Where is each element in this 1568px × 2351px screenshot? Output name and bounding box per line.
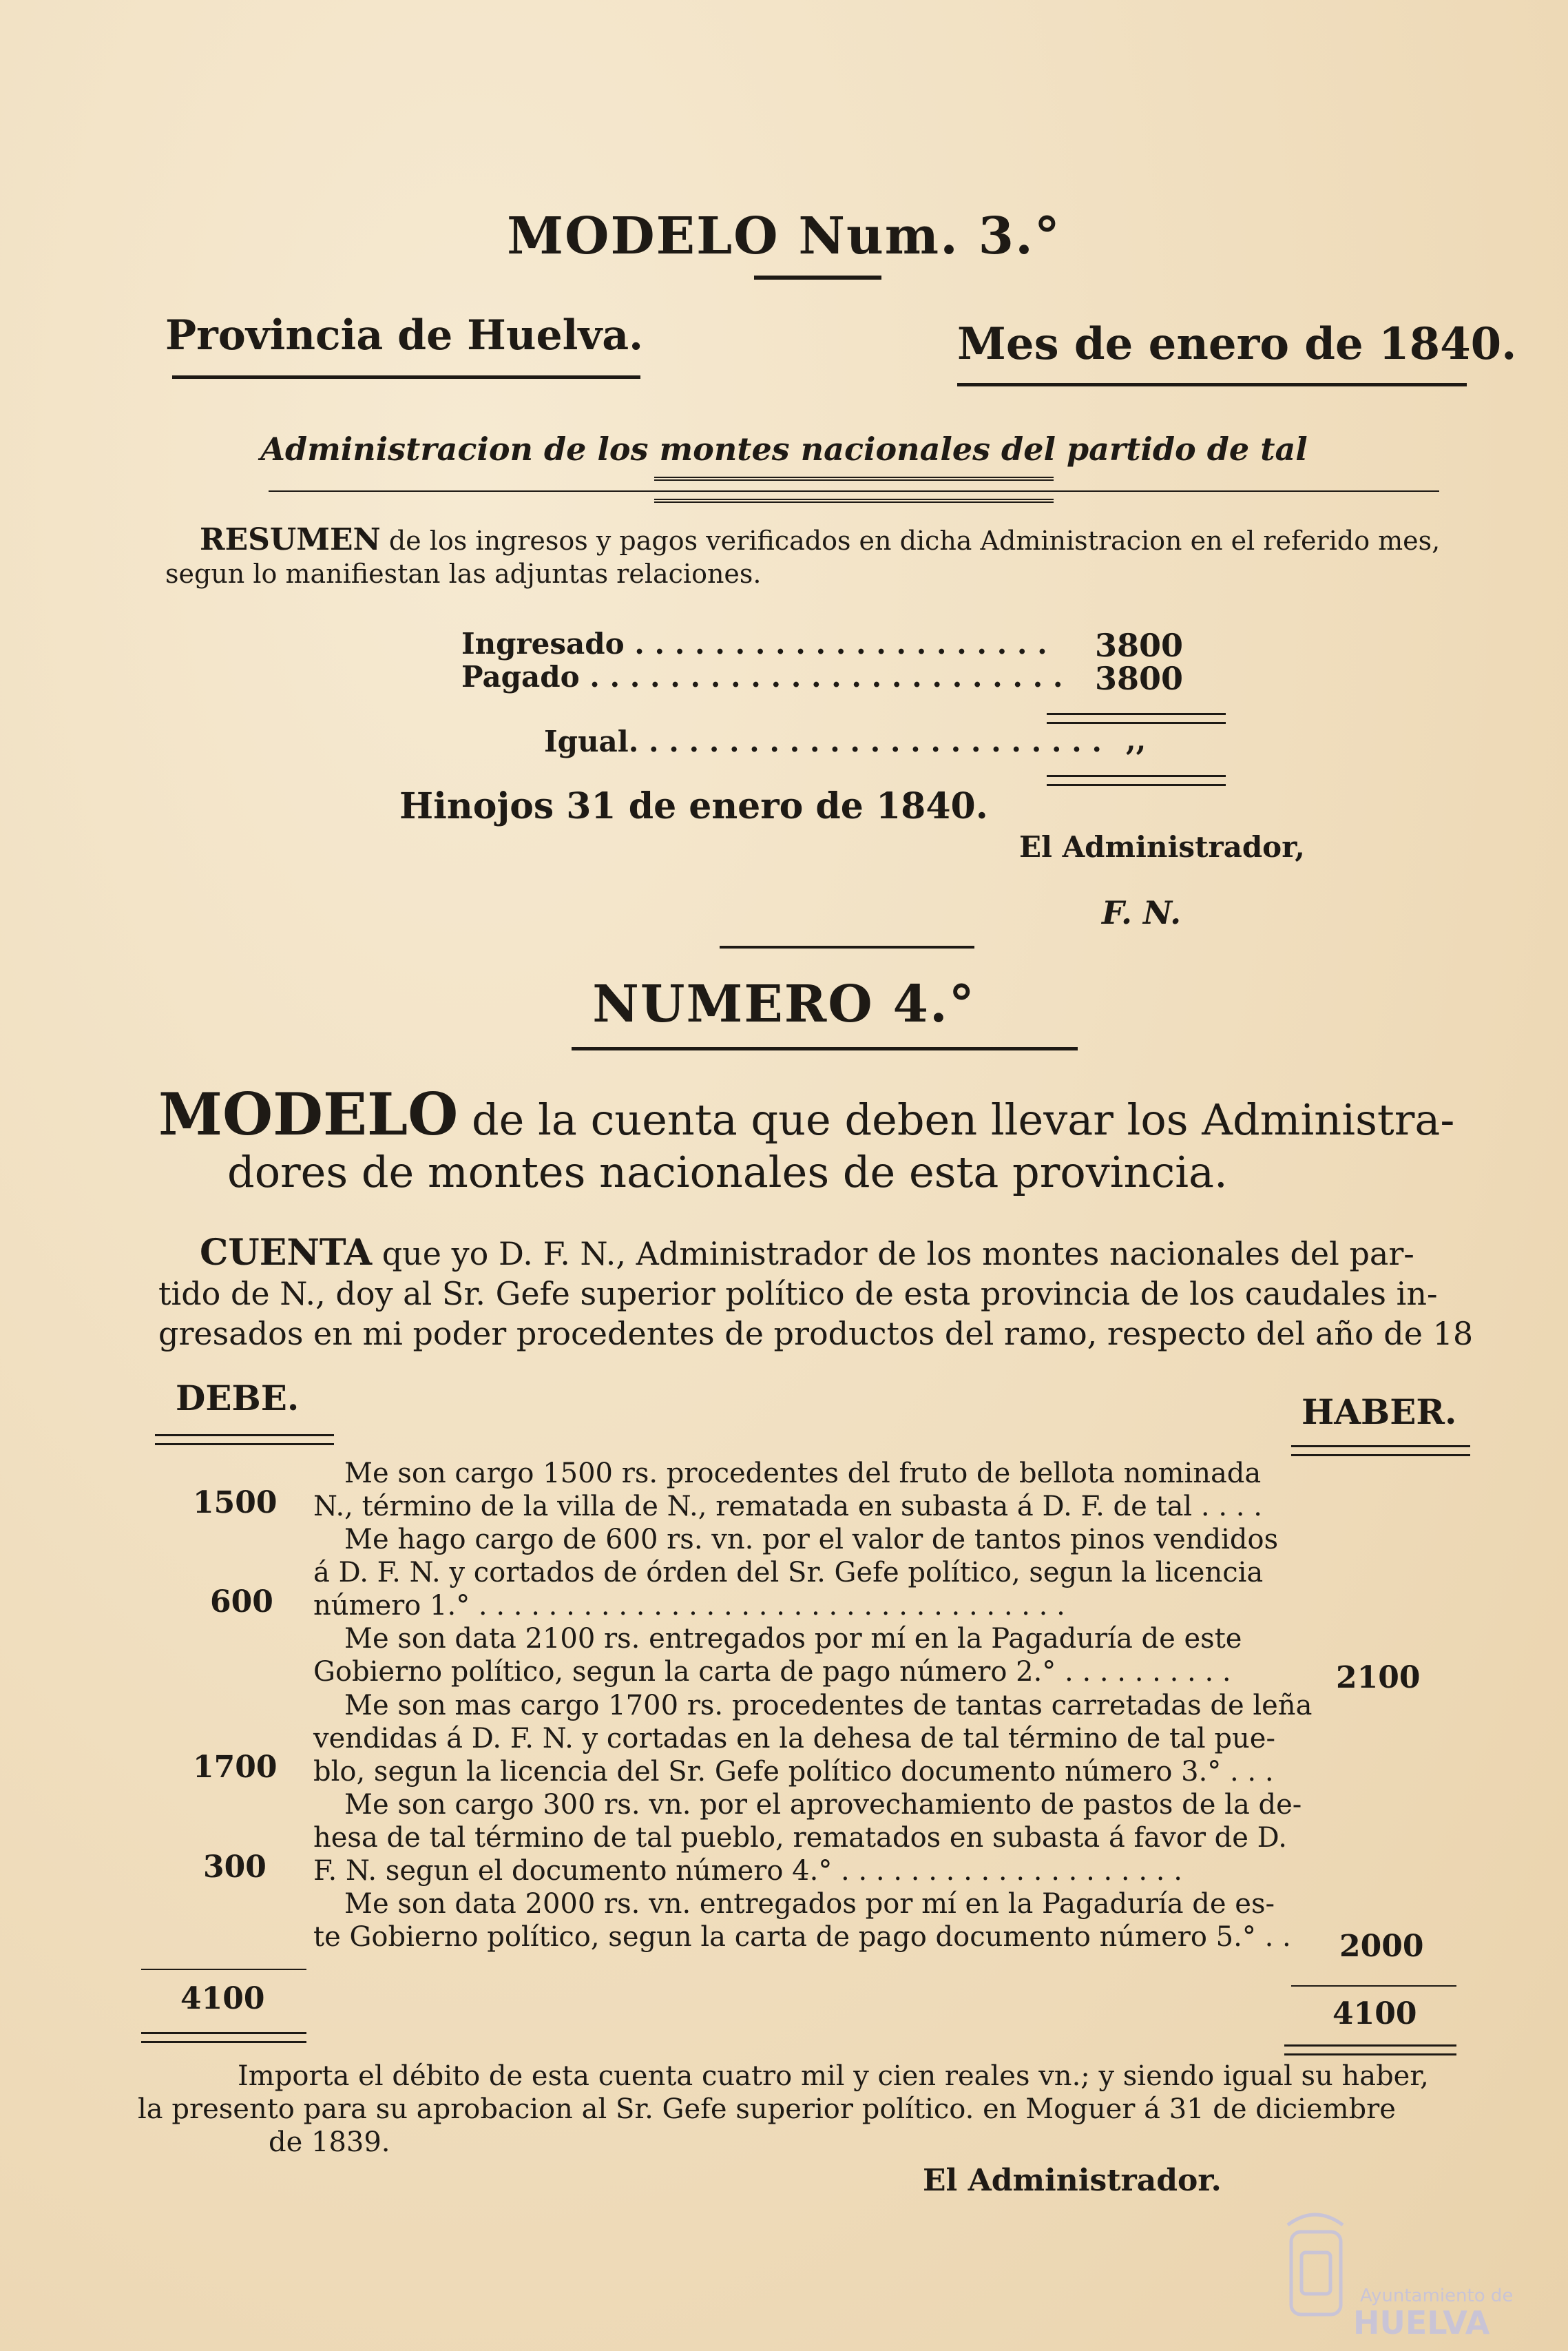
ingresado-label: Ingresado . . . . . . . . . . . . . . . . . . . . . bbox=[461, 627, 1047, 661]
modelo4-heading bbox=[158, 1080, 1455, 1199]
haber-total-double-rule bbox=[1284, 2044, 1456, 2055]
debe-total: 4100 bbox=[180, 1981, 265, 2016]
resumen-lead: RESUMEN bbox=[200, 522, 381, 557]
igual-value: ,, bbox=[1126, 723, 1147, 757]
ledger-haber-6: 2000 bbox=[1339, 1929, 1424, 1964]
haber-heading-rule bbox=[1291, 1445, 1470, 1456]
mes-label: Mes de enero de 1840. bbox=[957, 318, 1517, 370]
importa-paragraph bbox=[138, 2060, 1429, 2159]
haber-total: 4100 bbox=[1332, 1996, 1417, 2031]
ledger-entry-1: Me son cargo 1500 rs. procedentes del fruto de bellota nominada N., término de la villa de N., rematada en subasta á D. F. de tal . . . . bbox=[313, 1458, 1262, 1522]
ledger-debe-2: 600 bbox=[210, 1584, 273, 1619]
ledger-entry-2: Me hago cargo de 600 rs. vn. por el valor de tantos pinos vendidos á D. F. N. y cortados de órden del Sr. Gefe político, segun la licencia número 1.° . . . . . . . . . . . . . . . . . . . . . . . . . . . . . . . . . . bbox=[313, 1524, 1279, 1622]
cuenta-lead: CUENTA bbox=[200, 1232, 373, 1274]
modelo4-heading-line1: de la cuenta que deben llevar los Administra- bbox=[471, 1095, 1455, 1145]
pagado-label: Pagado . . . . . . . . . . . . . . . . . . . . . . . . bbox=[461, 660, 1063, 694]
igual-row bbox=[544, 725, 1102, 758]
ledger-debe-5: 300 bbox=[203, 1850, 266, 1885]
resumen-line1: de los ingresos y pagos verificados en dicha Administracion en el referido mes, bbox=[388, 526, 1441, 556]
resumen-paragraph bbox=[165, 524, 1440, 590]
ledger-entry-6: Me son data 2000 rs. vn. entregados por mí en la Pagaduría de es- te Gobierno político, segun la carta de pago documento número 5.° . . bbox=[313, 1888, 1291, 1953]
sum-rule-top bbox=[1047, 713, 1226, 724]
provincia-rule bbox=[172, 375, 640, 379]
importa-line3: de 1839. bbox=[269, 2126, 390, 2158]
ledger-haber-3: 2100 bbox=[1336, 1660, 1421, 1695]
pagado-value: 3800 bbox=[1095, 660, 1184, 697]
igual-label: Igual. . . . . . . . . . . . . . . . . . . . . . . . bbox=[544, 725, 1102, 758]
cuenta-line3: gresados en mi poder procedentes de productos del ramo, respecto del año de 18 bbox=[158, 1315, 1474, 1352]
stamp-line1: Ayuntamiento de bbox=[1360, 2286, 1514, 2306]
ornament-border bbox=[654, 477, 1054, 503]
ingresado-value: 3800 bbox=[1095, 627, 1184, 664]
administracion-heading: Administracion de los montes nacionales del partido de tal bbox=[260, 431, 1308, 468]
resumen-line2: segun lo manifiestan las adjuntas relaciones. bbox=[165, 559, 762, 589]
ledger-entry-4: Me son mas cargo 1700 rs. procedentes de tantas carretadas de leña vendidas á D. F. N. y cortadas en la dehesa de tal término de tal pue- blo, segun la licencia del Sr. Gefe político documento número 3.° . . . bbox=[313, 1690, 1313, 1788]
debe-total-double-rule bbox=[141, 2032, 306, 2043]
modelo3-title: MODELO Num. 3.° bbox=[507, 207, 1061, 266]
importa-line1: Importa el débito de esta cuenta cuatro mil y cien reales vn.; y siendo igual su haber, bbox=[238, 2060, 1429, 2092]
haber-heading: HABER. bbox=[1302, 1391, 1457, 1432]
modelo3-signature-title: El Administrador, bbox=[1019, 830, 1305, 864]
ledger-entry-5: Me son cargo 300 rs. vn. por el aprovechamiento de pastos de la de- hesa de tal término de tal pueblo, rematados en subasta á favor de D. F. N. segun el documento número 4.° . . . . . . . . . . . . . . . . . . . . bbox=[313, 1789, 1302, 1887]
section-divider bbox=[720, 946, 974, 949]
cuenta-line2: tido de N., doy al Sr. Gefe superior político de esta provincia de los caudales in- bbox=[158, 1275, 1438, 1312]
ingresado-row bbox=[461, 627, 1047, 661]
numero4-rule bbox=[572, 1047, 1078, 1050]
numero4-title: NUMERO 4.° bbox=[592, 975, 976, 1034]
modelo4-heading-line2: dores de montes nacionales de esta provincia. bbox=[227, 1147, 1228, 1197]
pagado-row bbox=[461, 660, 1063, 694]
modelo4-signature-title: El Administrador. bbox=[923, 2163, 1222, 2198]
modelo3-signature-initials: F. N. bbox=[1102, 894, 1182, 931]
haber-total-rule bbox=[1291, 1985, 1456, 1987]
ledger-debe-1: 1500 bbox=[193, 1485, 278, 1520]
debe-heading-rule bbox=[155, 1434, 334, 1445]
modelo3-date: Hinojos 31 de enero de 1840. bbox=[399, 785, 988, 827]
modelo4-heading-lead: MODELO bbox=[158, 1080, 459, 1148]
cuenta-paragraph bbox=[158, 1233, 1473, 1354]
debe-total-rule bbox=[141, 1969, 306, 1970]
debe-heading: DEBE. bbox=[176, 1378, 300, 1418]
title-rule bbox=[754, 276, 881, 280]
mes-rule bbox=[957, 383, 1467, 386]
provincia-label: Provincia de Huelva. bbox=[165, 311, 644, 360]
sum-rule-bottom bbox=[1047, 775, 1226, 786]
ayuntamiento-huelva-stamp bbox=[1281, 2204, 1514, 2342]
ledger-debe-4: 1700 bbox=[193, 1750, 278, 1785]
ledger-entry-3: Me son data 2100 rs. entregados por mí en la Pagaduría de este Gobierno político, segun la carta de pago número 2.° . . . . . . . . . . bbox=[313, 1623, 1242, 1688]
importa-line2: la presento para su aprobacion al Sr. Gefe superior político. en Moguer á 31 de diciembre bbox=[138, 2093, 1396, 2125]
stamp-line2: HUELVA bbox=[1353, 2304, 1490, 2341]
cuenta-line1: que yo D. F. N., Administrador de los montes nacionales del par- bbox=[381, 1235, 1414, 1272]
